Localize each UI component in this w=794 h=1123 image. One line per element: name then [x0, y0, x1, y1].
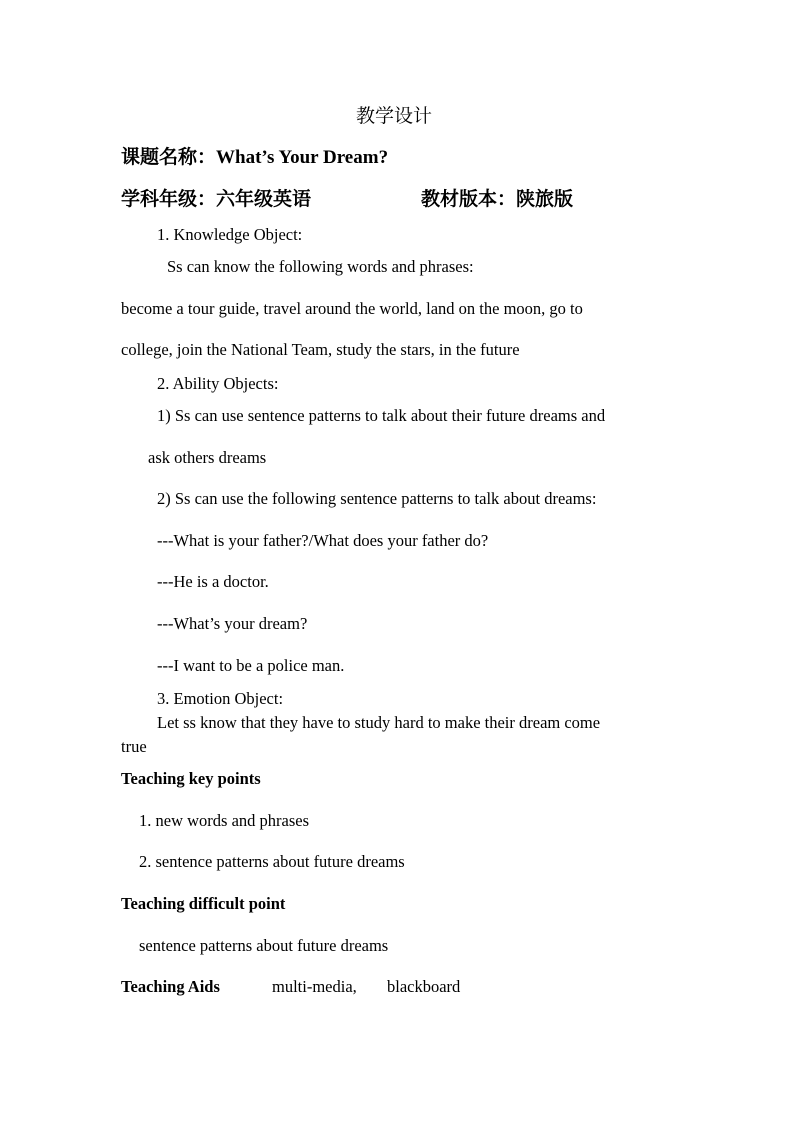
aid-item: multi-media,: [272, 977, 357, 996]
topic-value: What’s Your Dream?: [216, 147, 389, 168]
difficult-point: sentence patterns about future dreams: [139, 936, 389, 955]
emotion-line-2: true: [121, 737, 147, 756]
subject-label: 学科年级：: [121, 189, 217, 210]
emotion-heading: 3. Emotion Object:: [157, 689, 284, 708]
knowledge-phrases-line-2: college, join the National Team, study the stars, in the future: [121, 340, 520, 359]
document-title: 教学设计: [356, 106, 433, 127]
topic-label: 课题名称：: [121, 147, 217, 168]
ability-1-line-2: ask others dreams: [148, 448, 267, 467]
subject-line: [121, 190, 311, 210]
dialogue-line: ---What’s your dream?: [157, 614, 308, 633]
key-point-item: 2. sentence patterns about future dreams: [139, 852, 405, 871]
dialogue-line: ---What is your father?/What does your father do?: [157, 531, 489, 550]
edition-label: 教材版本：: [421, 189, 517, 210]
aid-item: blackboard: [387, 977, 461, 996]
key-points-heading: Teaching key points: [121, 769, 261, 788]
knowledge-phrases-line-1: become a tour guide, travel around the world, land on the moon, go to: [121, 299, 583, 318]
topic-line: [121, 148, 388, 168]
subject-value: 六年级英语: [216, 189, 312, 210]
ability-heading: 2. Ability Objects:: [157, 374, 279, 393]
aids-label: Teaching Aids: [121, 977, 220, 996]
difficult-heading: Teaching difficult point: [121, 894, 286, 913]
ability-1-line-1: 1) Ss can use sentence patterns to talk about their future dreams and: [157, 406, 606, 425]
edition-value: 陕旅版: [516, 189, 574, 210]
knowledge-heading: 1. Knowledge Object:: [157, 225, 303, 244]
ability-2: 2) Ss can use the following sentence patterns to talk about dreams:: [157, 489, 597, 508]
dialogue-line: ---I want to be a police man.: [157, 656, 345, 675]
knowledge-intro: Ss can know the following words and phrases:: [167, 257, 474, 276]
key-point-item: 1. new words and phrases: [139, 811, 310, 830]
edition-line: [421, 190, 573, 210]
dialogue-line: ---He is a doctor.: [157, 572, 269, 591]
emotion-line-1: Let ss know that they have to study hard to make their dream come: [157, 713, 601, 732]
